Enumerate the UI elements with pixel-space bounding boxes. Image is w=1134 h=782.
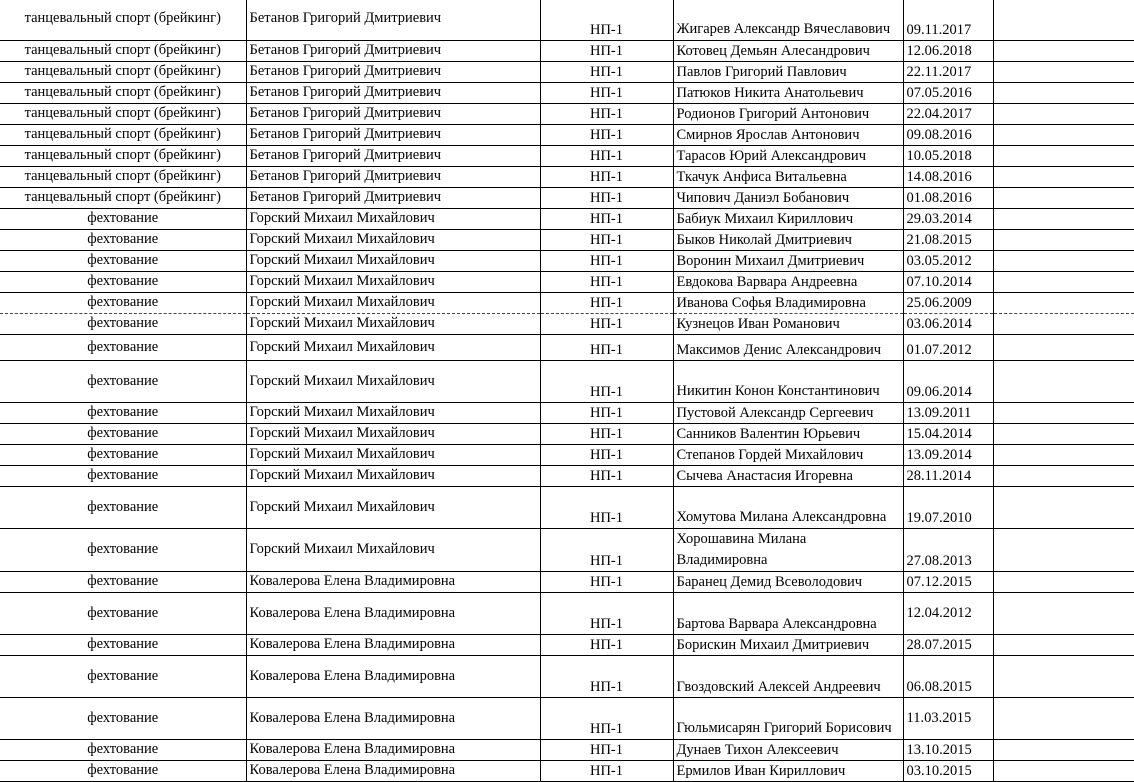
coach-cell[interactable]: Бетанов Григорий Дмитриевич xyxy=(246,166,540,187)
group-cell[interactable]: НП-1 xyxy=(540,402,673,423)
table-row xyxy=(0,528,1134,571)
sport-cell[interactable]: фехтование xyxy=(0,444,246,465)
athlete-name-cell[interactable]: Родионов Григорий Антонович xyxy=(673,103,903,124)
group-cell[interactable]: НП-1 xyxy=(540,145,673,166)
table-row xyxy=(0,208,1134,229)
birth-date-cell[interactable]: 09.11.2017 xyxy=(903,0,993,40)
empty-cell[interactable] xyxy=(993,103,1134,124)
athlete-name-cell[interactable]: Патюков Никита Анатольевич xyxy=(673,82,903,103)
sport-cell[interactable]: фехтование xyxy=(0,739,246,760)
sport-cell[interactable]: фехтование xyxy=(0,634,246,655)
empty-cell[interactable] xyxy=(993,634,1134,655)
athlete-name-cell[interactable]: Сычева Анастасия Игоревна xyxy=(673,465,903,486)
birth-date-cell[interactable]: 01.07.2012 xyxy=(903,334,993,360)
sport-cell[interactable]: танцевальный спорт (брейкинг) xyxy=(0,82,246,103)
empty-cell[interactable] xyxy=(993,208,1134,229)
table-row xyxy=(0,82,1134,103)
group-cell[interactable]: НП-1 xyxy=(540,486,673,528)
sport-cell[interactable]: фехтование xyxy=(0,292,246,313)
empty-cell[interactable] xyxy=(993,360,1134,402)
birth-date-cell[interactable]: 15.04.2014 xyxy=(903,423,993,444)
coach-cell[interactable]: Бетанов Григорий Дмитриевич xyxy=(246,82,540,103)
empty-cell[interactable] xyxy=(993,760,1134,781)
birth-date-cell[interactable]: 13.09.2014 xyxy=(903,444,993,465)
birth-date-cell[interactable]: 27.08.2013 xyxy=(903,528,993,571)
athlete-name-cell[interactable]: Бартова Варвара Александровна xyxy=(673,592,903,634)
athlete-name-cell[interactable]: Гюльмисарян Григорий Борисович xyxy=(673,697,903,739)
athlete-name-cell[interactable]: Ермилов Иван Кириллович xyxy=(673,760,903,781)
empty-cell[interactable] xyxy=(993,145,1134,166)
sport-cell[interactable]: танцевальный спорт (брейкинг) xyxy=(0,166,246,187)
group-cell[interactable]: НП-1 xyxy=(540,82,673,103)
group-cell[interactable]: НП-1 xyxy=(540,528,673,571)
sport-cell[interactable]: фехтование xyxy=(0,271,246,292)
table-row xyxy=(0,292,1134,313)
birth-date-cell[interactable]: 09.06.2014 xyxy=(903,360,993,402)
coach-cell[interactable]: Бетанов Григорий Дмитриевич xyxy=(246,145,540,166)
table-row xyxy=(0,187,1134,208)
athlete-name-cell[interactable]: Санников Валентин Юрьевич xyxy=(673,423,903,444)
sport-cell[interactable]: фехтование xyxy=(0,229,246,250)
coach-cell[interactable]: Ковалерова Елена Владимировна xyxy=(246,571,540,592)
athlete-name-cell[interactable]: Кузнецов Иван Романович xyxy=(673,313,903,334)
athlete-name-cell[interactable]: Быков Николай Дмитриевич xyxy=(673,229,903,250)
sport-cell[interactable]: фехтование xyxy=(0,360,246,402)
table-row xyxy=(0,444,1134,465)
table-row xyxy=(0,166,1134,187)
birth-date-cell[interactable]: 21.08.2015 xyxy=(903,229,993,250)
group-cell[interactable]: НП-1 xyxy=(540,187,673,208)
birth-date-cell[interactable]: 28.07.2015 xyxy=(903,634,993,655)
athlete-name-cell[interactable]: Бабиук Михаил Кириллович xyxy=(673,208,903,229)
empty-cell[interactable] xyxy=(993,334,1134,360)
birth-date-cell[interactable]: 12.06.2018 xyxy=(903,40,993,61)
birth-date-cell[interactable]: 13.10.2015 xyxy=(903,739,993,760)
group-cell[interactable]: НП-1 xyxy=(540,208,673,229)
table-row xyxy=(0,465,1134,486)
coach-cell[interactable]: Ковалерова Елена Владимировна xyxy=(246,634,540,655)
athlete-name-cell[interactable]: Иванова Софья Владимировна xyxy=(673,292,903,313)
birth-date-cell[interactable]: 03.05.2012 xyxy=(903,250,993,271)
empty-cell[interactable] xyxy=(993,271,1134,292)
sport-cell[interactable]: танцевальный спорт (брейкинг) xyxy=(0,187,246,208)
group-cell[interactable]: НП-1 xyxy=(540,423,673,444)
sport-cell[interactable]: фехтование xyxy=(0,592,246,634)
group-cell[interactable]: НП-1 xyxy=(540,313,673,334)
coach-cell[interactable]: Горский Михаил Михайлович xyxy=(246,402,540,423)
table-row xyxy=(0,61,1134,82)
table-row xyxy=(0,271,1134,292)
sport-cell[interactable]: танцевальный спорт (брейкинг) xyxy=(0,61,246,82)
empty-cell[interactable] xyxy=(993,486,1134,528)
table-row xyxy=(0,0,1134,40)
coach-cell[interactable]: Горский Михаил Михайлович xyxy=(246,360,540,402)
birth-date-cell[interactable]: 28.11.2014 xyxy=(903,465,993,486)
table-row xyxy=(0,250,1134,271)
table-row xyxy=(0,423,1134,444)
athlete-name-cell[interactable]: Хорошавина Милана Владимировна xyxy=(673,528,903,571)
coach-cell[interactable]: Ковалерова Елена Владимировна xyxy=(246,655,540,697)
table-row xyxy=(0,402,1134,423)
empty-cell[interactable] xyxy=(993,250,1134,271)
group-cell[interactable]: НП-1 xyxy=(540,697,673,739)
sport-cell[interactable]: фехтование xyxy=(0,486,246,528)
sport-cell[interactable]: танцевальный спорт (брейкинг) xyxy=(0,145,246,166)
coach-cell[interactable]: Горский Михаил Михайлович xyxy=(246,444,540,465)
group-cell[interactable]: НП-1 xyxy=(540,360,673,402)
table-row xyxy=(0,760,1134,781)
table-row xyxy=(0,486,1134,528)
group-cell[interactable]: НП-1 xyxy=(540,124,673,145)
athlete-name-cell[interactable]: Гвоздовский Алексей Андреевич xyxy=(673,655,903,697)
athlete-name-cell[interactable]: Павлов Григорий Павлович xyxy=(673,61,903,82)
sport-cell[interactable]: фехтование xyxy=(0,465,246,486)
athlete-name-cell[interactable]: Пустовой Александр Сергеевич xyxy=(673,402,903,423)
athlete-name-cell[interactable]: Ткачук Анфиса Витальевна xyxy=(673,166,903,187)
sport-cell[interactable]: фехтование xyxy=(0,571,246,592)
birth-date-cell[interactable]: 12.04.2012 xyxy=(903,592,993,634)
sport-cell[interactable]: танцевальный спорт (брейкинг) xyxy=(0,124,246,145)
coach-cell[interactable]: Ковалерова Елена Владимировна xyxy=(246,592,540,634)
empty-cell[interactable] xyxy=(993,40,1134,61)
group-cell[interactable]: НП-1 xyxy=(540,571,673,592)
birth-date-cell[interactable]: 09.08.2016 xyxy=(903,124,993,145)
athlete-name-cell[interactable]: Котовец Демьян Алесандрович xyxy=(673,40,903,61)
coach-cell[interactable]: Бетанов Григорий Дмитриевич xyxy=(246,0,540,40)
sport-cell[interactable]: танцевальный спорт (брейкинг) xyxy=(0,103,246,124)
empty-cell[interactable] xyxy=(993,655,1134,697)
group-cell[interactable]: НП-1 xyxy=(540,271,673,292)
athlete-name-cell[interactable]: Жигарев Александр Вячеславович xyxy=(673,0,903,40)
athlete-name-cell[interactable]: Максимов Денис Александрович xyxy=(673,334,903,360)
table-row xyxy=(0,334,1134,360)
table-row xyxy=(0,145,1134,166)
birth-date-cell[interactable]: 22.04.2017 xyxy=(903,103,993,124)
empty-cell[interactable] xyxy=(993,402,1134,423)
birth-date-cell[interactable]: 01.08.2016 xyxy=(903,187,993,208)
group-cell[interactable]: НП-1 xyxy=(540,444,673,465)
birth-date-cell[interactable]: 22.11.2017 xyxy=(903,61,993,82)
table-row xyxy=(0,103,1134,124)
group-cell[interactable]: НП-1 xyxy=(540,250,673,271)
empty-cell[interactable] xyxy=(993,423,1134,444)
coach-cell[interactable]: Горский Михаил Михайлович xyxy=(246,313,540,334)
athlete-name-cell[interactable]: Дунаев Тихон Алексеевич xyxy=(673,739,903,760)
table-row xyxy=(0,124,1134,145)
coach-cell[interactable]: Горский Михаил Михайлович xyxy=(246,208,540,229)
table-row xyxy=(0,313,1134,334)
coach-cell[interactable]: Ковалерова Елена Владимировна xyxy=(246,739,540,760)
empty-cell[interactable] xyxy=(993,166,1134,187)
sport-cell[interactable]: фехтование xyxy=(0,313,246,334)
birth-date-cell[interactable]: 13.09.2011 xyxy=(903,402,993,423)
group-cell[interactable]: НП-1 xyxy=(540,40,673,61)
group-cell[interactable]: НП-1 xyxy=(540,465,673,486)
group-cell[interactable]: НП-1 xyxy=(540,739,673,760)
athlete-name-cell[interactable]: Хомутова Милана Александровна xyxy=(673,486,903,528)
group-cell[interactable]: НП-1 xyxy=(540,655,673,697)
coach-cell[interactable]: Ковалерова Елена Владимировна xyxy=(246,697,540,739)
table-row xyxy=(0,592,1134,634)
group-cell[interactable]: НП-1 xyxy=(540,166,673,187)
sport-cell[interactable]: фехтование xyxy=(0,655,246,697)
sport-cell[interactable]: танцевальный спорт (брейкинг) xyxy=(0,0,246,40)
coach-cell[interactable]: Бетанов Григорий Дмитриевич xyxy=(246,187,540,208)
coach-cell[interactable]: Горский Михаил Михайлович xyxy=(246,486,540,528)
empty-cell[interactable] xyxy=(993,313,1134,334)
athlete-name-cell[interactable]: Чипович Даниэл Бобанович xyxy=(673,187,903,208)
empty-cell[interactable] xyxy=(993,592,1134,634)
birth-date-cell[interactable]: 10.05.2018 xyxy=(903,145,993,166)
empty-cell[interactable] xyxy=(993,571,1134,592)
birth-date-cell[interactable]: 19.07.2010 xyxy=(903,486,993,528)
group-cell[interactable]: НП-1 xyxy=(540,292,673,313)
group-cell[interactable]: НП-1 xyxy=(540,229,673,250)
coach-cell[interactable]: Горский Михаил Михайлович xyxy=(246,465,540,486)
group-cell[interactable]: НП-1 xyxy=(540,61,673,82)
athlete-name-cell[interactable]: Тарасов Юрий Александрович xyxy=(673,145,903,166)
empty-cell[interactable] xyxy=(993,465,1134,486)
group-cell[interactable]: НП-1 xyxy=(540,103,673,124)
table-row xyxy=(0,634,1134,655)
table-row xyxy=(0,697,1134,739)
coach-cell[interactable]: Ковалерова Елена Владимировна xyxy=(246,760,540,781)
sport-cell[interactable]: фехтование xyxy=(0,697,246,739)
coach-cell[interactable]: Горский Михаил Михайлович xyxy=(246,229,540,250)
birth-date-cell[interactable]: 11.03.2015 xyxy=(903,697,993,739)
athlete-name-cell[interactable]: Смирнов Ярослав Антонович xyxy=(673,124,903,145)
birth-date-cell[interactable]: 07.10.2014 xyxy=(903,271,993,292)
empty-cell[interactable] xyxy=(993,528,1134,571)
athlete-name-cell[interactable]: Степанов Гордей Михайлович xyxy=(673,444,903,465)
athlete-name-cell[interactable]: Борискин Михаил Дмитриевич xyxy=(673,634,903,655)
sport-cell[interactable]: фехтование xyxy=(0,208,246,229)
birth-date-cell[interactable]: 07.12.2015 xyxy=(903,571,993,592)
table-row xyxy=(0,655,1134,697)
empty-cell[interactable] xyxy=(993,739,1134,760)
sport-cell[interactable]: фехтование xyxy=(0,334,246,360)
empty-cell[interactable] xyxy=(993,0,1134,40)
coach-cell[interactable]: Горский Михаил Михайлович xyxy=(246,292,540,313)
group-cell[interactable]: НП-1 xyxy=(540,334,673,360)
sport-cell[interactable]: фехтование xyxy=(0,402,246,423)
sport-cell[interactable]: фехтование xyxy=(0,528,246,571)
sport-cell[interactable]: фехтование xyxy=(0,760,246,781)
group-cell[interactable]: НП-1 xyxy=(540,760,673,781)
group-cell[interactable]: НП-1 xyxy=(540,0,673,40)
table-row xyxy=(0,229,1134,250)
empty-cell[interactable] xyxy=(993,697,1134,739)
birth-date-cell[interactable]: 29.03.2014 xyxy=(903,208,993,229)
birth-date-cell[interactable]: 06.08.2015 xyxy=(903,655,993,697)
group-cell[interactable]: НП-1 xyxy=(540,634,673,655)
sport-cell[interactable]: фехтование xyxy=(0,250,246,271)
coach-cell[interactable]: Горский Михаил Михайлович xyxy=(246,250,540,271)
table-row xyxy=(0,739,1134,760)
coach-cell[interactable]: Бетанов Григорий Дмитриевич xyxy=(246,40,540,61)
coach-cell[interactable]: Горский Михаил Михайлович xyxy=(246,423,540,444)
sport-cell[interactable]: фехтование xyxy=(0,423,246,444)
coach-cell[interactable]: Бетанов Григорий Дмитриевич xyxy=(246,124,540,145)
empty-cell[interactable] xyxy=(993,61,1134,82)
coach-cell[interactable]: Горский Михаил Михайлович xyxy=(246,528,540,571)
birth-date-cell[interactable]: 03.06.2014 xyxy=(903,313,993,334)
coach-cell[interactable]: Горский Михаил Михайлович xyxy=(246,334,540,360)
empty-cell[interactable] xyxy=(993,187,1134,208)
birth-date-cell[interactable]: 07.05.2016 xyxy=(903,82,993,103)
coach-cell[interactable]: Бетанов Григорий Дмитриевич xyxy=(246,61,540,82)
coach-cell[interactable]: Бетанов Григорий Дмитриевич xyxy=(246,103,540,124)
athlete-name-cell[interactable]: Евдокова Варвара Андреевна xyxy=(673,271,903,292)
empty-cell[interactable] xyxy=(993,229,1134,250)
empty-cell[interactable] xyxy=(993,82,1134,103)
birth-date-cell[interactable]: 03.10.2015 xyxy=(903,760,993,781)
empty-cell[interactable] xyxy=(993,444,1134,465)
group-cell[interactable]: НП-1 xyxy=(540,592,673,634)
athlete-name-cell[interactable]: Баранец Демид Всеволодович xyxy=(673,571,903,592)
empty-cell[interactable] xyxy=(993,292,1134,313)
table-row xyxy=(0,571,1134,592)
sport-cell[interactable]: танцевальный спорт (брейкинг) xyxy=(0,40,246,61)
athlete-name-cell[interactable]: Воронин Михаил Дмитриевич xyxy=(673,250,903,271)
empty-cell[interactable] xyxy=(993,124,1134,145)
coach-cell[interactable]: Горский Михаил Михайлович xyxy=(246,271,540,292)
table-row xyxy=(0,360,1134,402)
birth-date-cell[interactable]: 25.06.2009 xyxy=(903,292,993,313)
table-row xyxy=(0,40,1134,61)
birth-date-cell[interactable]: 14.08.2016 xyxy=(903,166,993,187)
athlete-name-cell[interactable]: Никитин Конон Константинович xyxy=(673,360,903,402)
